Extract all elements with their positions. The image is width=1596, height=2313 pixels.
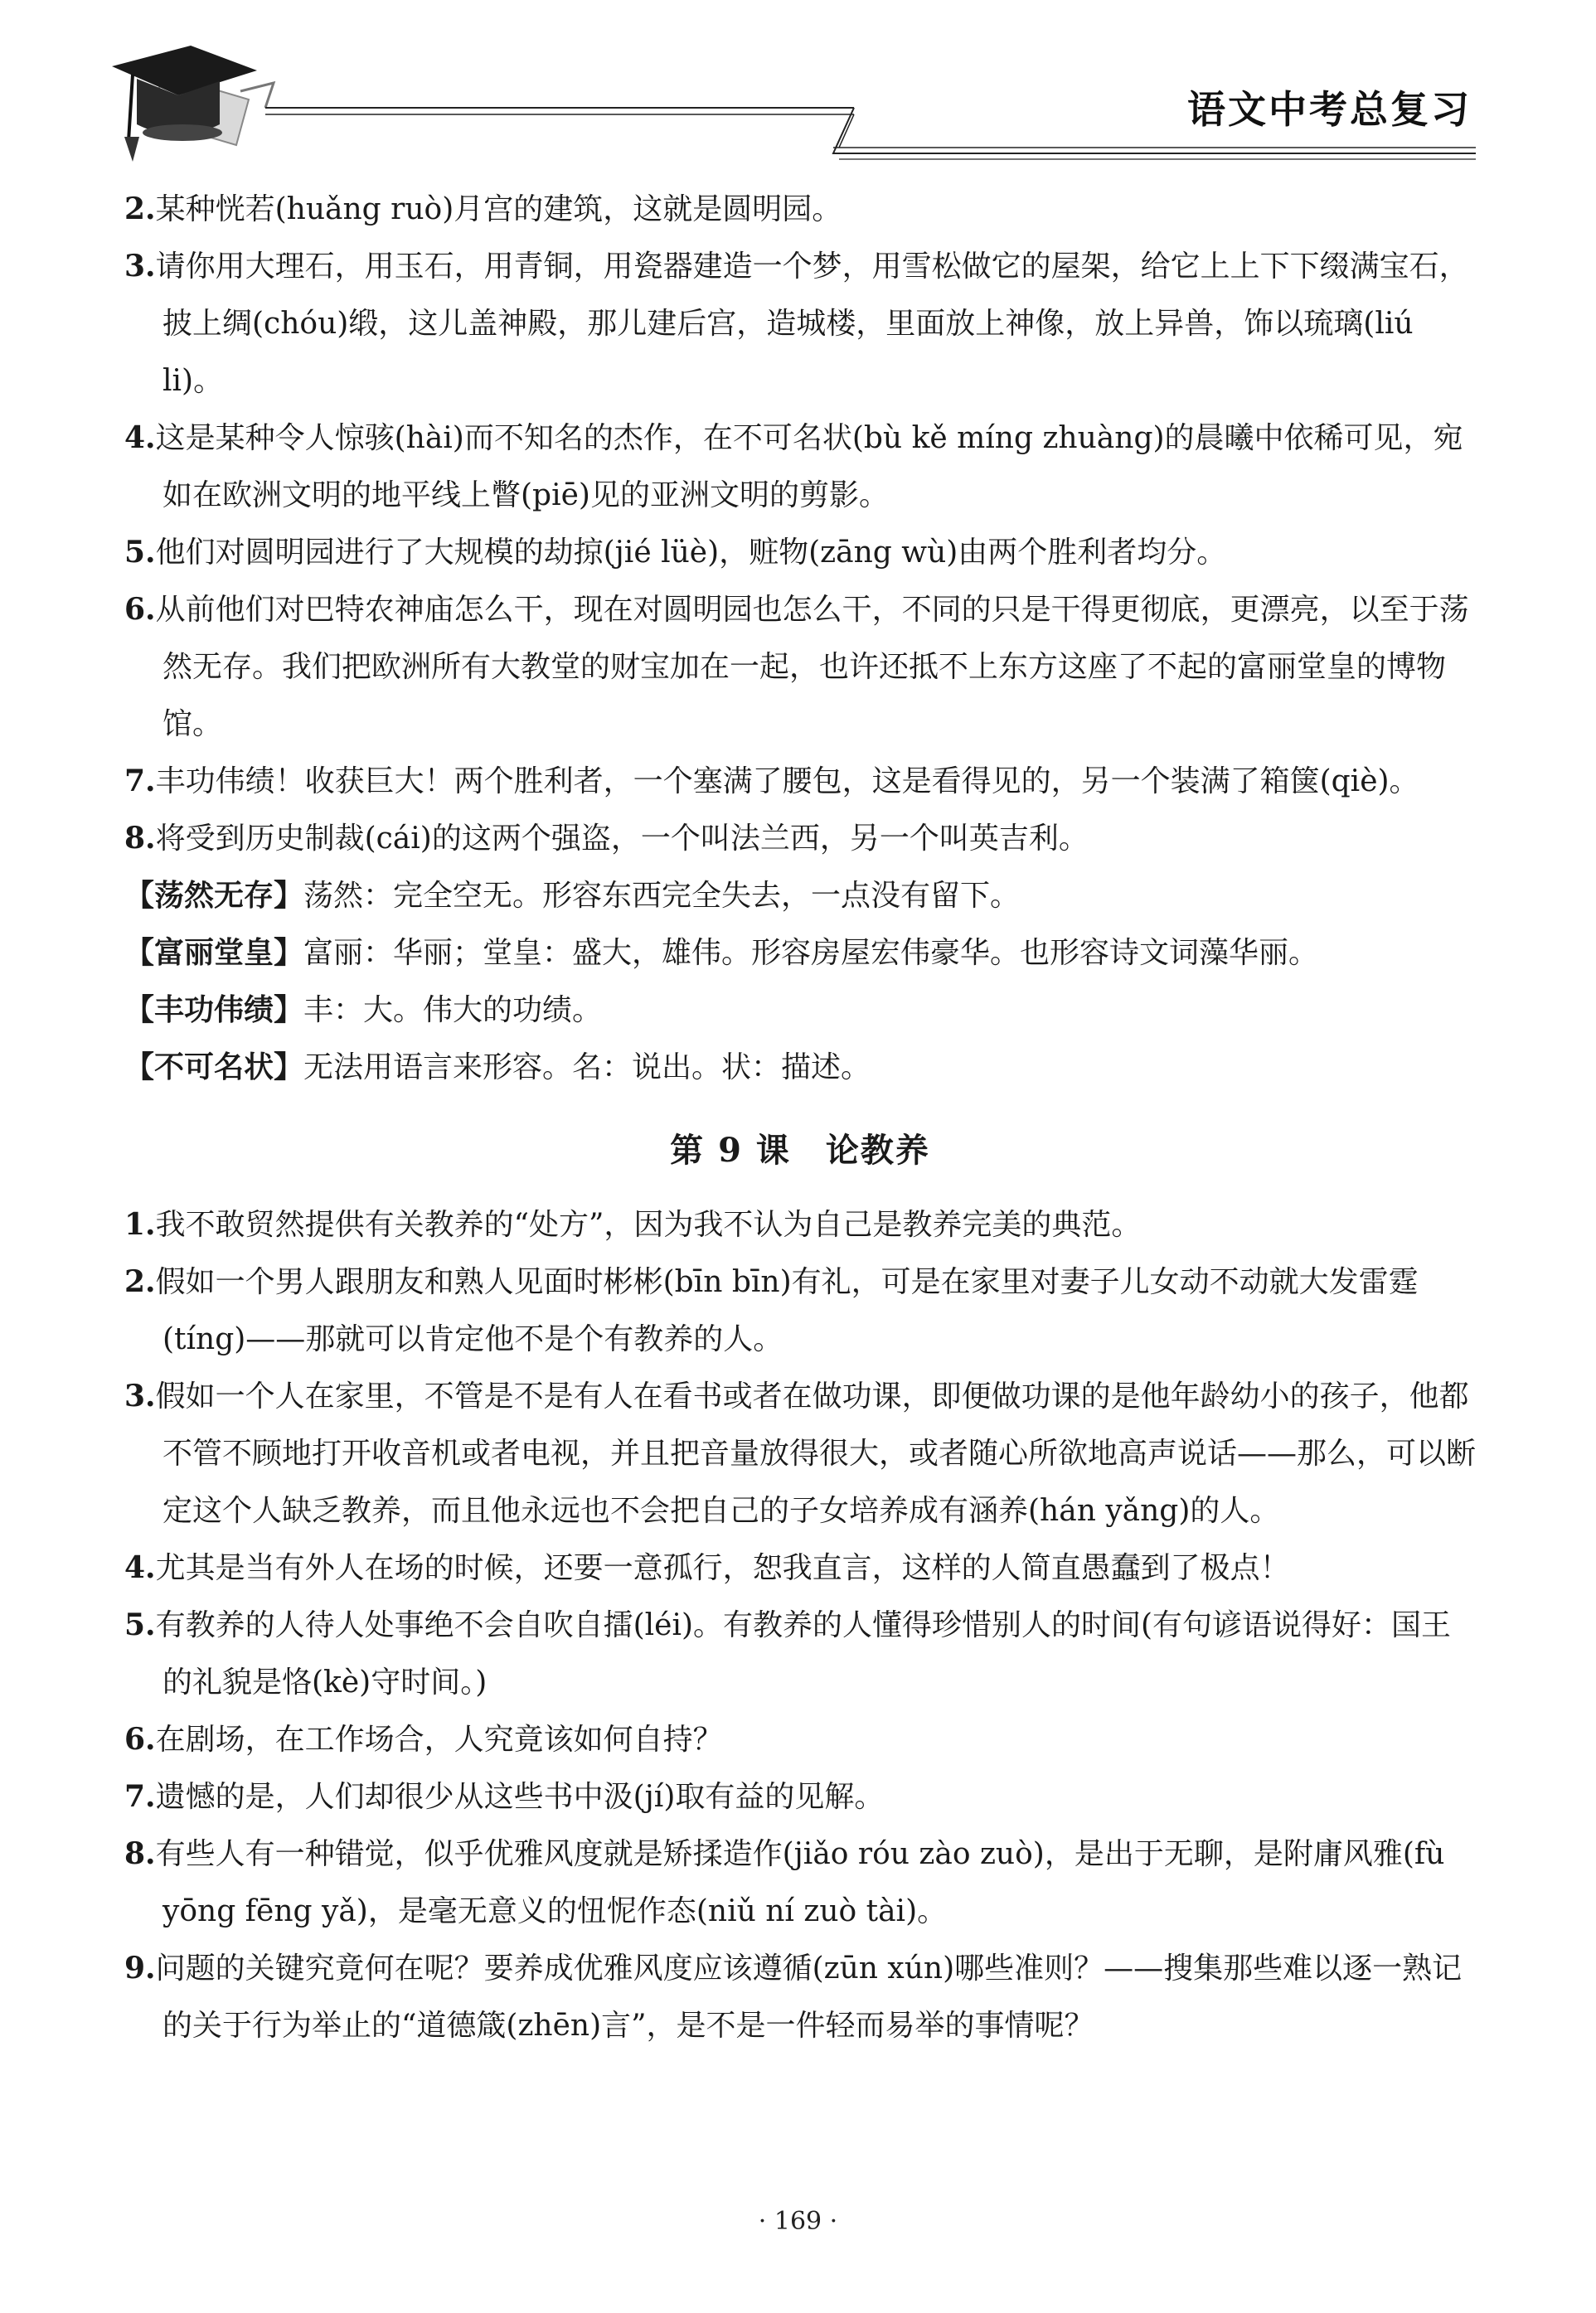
item-text: 将受到历史制裁(cái)的这两个强盗，一个叫法兰西，另一个叫英吉利。	[155, 822, 1089, 856]
book-title: 语文中考总复习	[1187, 87, 1472, 132]
list-item	[124, 581, 1476, 753]
lesson9-items	[124, 1196, 1476, 2054]
gloss-text: 无法用语言来形容。名：说出。状：描述。	[303, 1050, 871, 1084]
item-text: 遗憾的是，人们却很少从这些书中汲(jí)取有益的见解。	[155, 1780, 885, 1814]
gloss-entry	[124, 924, 1476, 982]
item-number: 8.	[124, 1836, 156, 1871]
gloss-entry	[124, 982, 1476, 1039]
item-number: 3.	[124, 249, 156, 284]
list-item	[124, 410, 1476, 524]
idiom-glosses	[124, 867, 1476, 1096]
page-header	[0, 0, 1596, 174]
item-text: 有些人有一种错觉，似乎优雅风度就是矫揉造作(jiǎo róu zào zuò)，是出于无聊，是附庸风雅(fù yōng fēng yǎ)，是毫无意义的忸怩作态(niǔ ní zuò tài)。	[155, 1837, 1445, 1928]
list-item	[124, 1196, 1476, 1253]
gloss-entry	[124, 867, 1476, 924]
item-number: 7.	[124, 1779, 156, 1814]
item-text: 尤其是当有外人在场的时候，还要一意孤行，恕我直言，这样的人简直愚蠢到了极点！	[155, 1551, 1290, 1585]
item-number: 2.	[124, 192, 156, 226]
list-item	[124, 524, 1476, 581]
list-item	[124, 1768, 1476, 1826]
item-text: 我不敢贸然提供有关教养的“处方”，因为我不认为自己是教养完美的典范。	[155, 1208, 1142, 1242]
gloss-term: 【不可名状】	[124, 1050, 304, 1084]
gloss-term: 【丰功伟绩】	[124, 992, 304, 1027]
gloss-term: 【富丽堂皇】	[124, 935, 304, 970]
item-text: 问题的关键究竟何在呢？要养成优雅风度应该遵循(zūn xún)哪些准则？——搜集那些难以逐一熟记的关于行为举止的“道德箴(zhēn)言”，是不是一件轻而易举的事情呢？	[155, 1952, 1463, 2043]
item-text: 丰功伟绩！收获巨大！两个胜利者，一个塞满了腰包，这是看得见的，另一个装满了箱箧(qiè)。	[155, 764, 1419, 798]
gloss-text: 富丽：华丽；堂皇：盛大，雄伟。形容房屋宏伟豪华。也形容诗文词藻华丽。	[303, 936, 1319, 970]
list-item	[124, 1826, 1476, 1940]
list-item	[124, 1940, 1476, 2054]
item-number: 1.	[124, 1207, 156, 1242]
item-number: 4.	[124, 1550, 156, 1585]
item-text: 请你用大理石，用玉石，用青铜，用瓷器建造一个梦，用雪松做它的屋架，给它上上下下缀满宝石，披上绸(chóu)缎，这儿盖神殿，那儿建后宫，造城楼，里面放上神像，放上异兽，饰以琉璃(liú li)。	[155, 250, 1469, 398]
page-content	[124, 181, 1476, 2054]
item-number: 4.	[124, 420, 156, 455]
list-item	[124, 1711, 1476, 1768]
item-text: 有教养的人待人处事绝不会自吹自擂(léi)。有教养的人懂得珍惜别人的时间(有句谚语说得好：国王的礼貌是恪(kè)守时间。)	[155, 1608, 1452, 1700]
gloss-text: 荡然：完全空无。形容东西完全失去，一点没有留下。	[303, 879, 1021, 913]
list-item	[124, 1253, 1476, 1368]
gloss-entry	[124, 1039, 1476, 1096]
item-number: 5.	[124, 1607, 156, 1642]
item-number: 9.	[124, 1951, 156, 1986]
lesson8-items	[124, 181, 1476, 867]
list-item	[124, 1597, 1476, 1711]
list-item	[124, 238, 1476, 410]
list-item	[124, 1368, 1476, 1540]
list-item	[124, 181, 1476, 238]
item-text: 在剧场，在工作场合，人究竟该如何自持？	[155, 1723, 723, 1757]
item-text: 某种恍若(huǎng ruò)月宫的建筑，这就是圆明园。	[155, 192, 842, 226]
item-number: 7.	[124, 764, 156, 798]
item-number: 6.	[124, 1722, 156, 1757]
item-number: 2.	[124, 1264, 156, 1299]
gloss-term: 【荡然无存】	[124, 878, 304, 913]
item-number: 5.	[124, 535, 156, 570]
item-number: 6.	[124, 592, 156, 627]
item-text: 他们对圆明园进行了大规模的劫掠(jié lüè)，赃物(zāng wù)由两个胜利者均分。	[155, 536, 1227, 570]
gloss-text: 丰：大。伟大的功绩。	[303, 993, 603, 1027]
list-item	[124, 753, 1476, 810]
item-number: 8.	[124, 821, 156, 856]
item-number: 3.	[124, 1379, 156, 1414]
list-item	[124, 810, 1476, 867]
lesson-title: 第 9 课 论教养	[670, 1131, 930, 1170]
list-item	[124, 1540, 1476, 1597]
item-text: 这是某种令人惊骇(hài)而不知名的杰作，在不可名状(bù kě míng zhuàng)的晨曦中依稀可见，宛如在欧洲文明的地平线上瞥(piē)见的亚洲文明的剪影。	[155, 421, 1463, 512]
item-text: 从前他们对巴特农神庙怎么干，现在对圆明园也怎么干，不同的只是干得更彻底，更漂亮，以至于荡然无存。我们把欧洲所有大教堂的财宝加在一起，也许还抵不上东方这座了不起的富丽堂皇的博物馆。	[155, 593, 1469, 741]
page-number: · 169 ·	[758, 2207, 838, 2236]
item-text: 假如一个男人跟朋友和熟人见面时彬彬(bīn bīn)有礼，可是在家里对妻子儿女动不动就大发雷霆(tíng)——那就可以肯定他不是个有教养的人。	[155, 1265, 1419, 1356]
item-text: 假如一个人在家里，不管是不是有人在看书或者在做功课，即便做功课的是他年龄幼小的孩子，他都不管不顾地打开收音机或者电视，并且把音量放得很大，或者随心所欲地高声说话——那么，可以断定这个人缺乏教养，而且他永远也不会把自己的子女培养成有涵养(hán yǎng)的人。	[155, 1380, 1477, 1528]
